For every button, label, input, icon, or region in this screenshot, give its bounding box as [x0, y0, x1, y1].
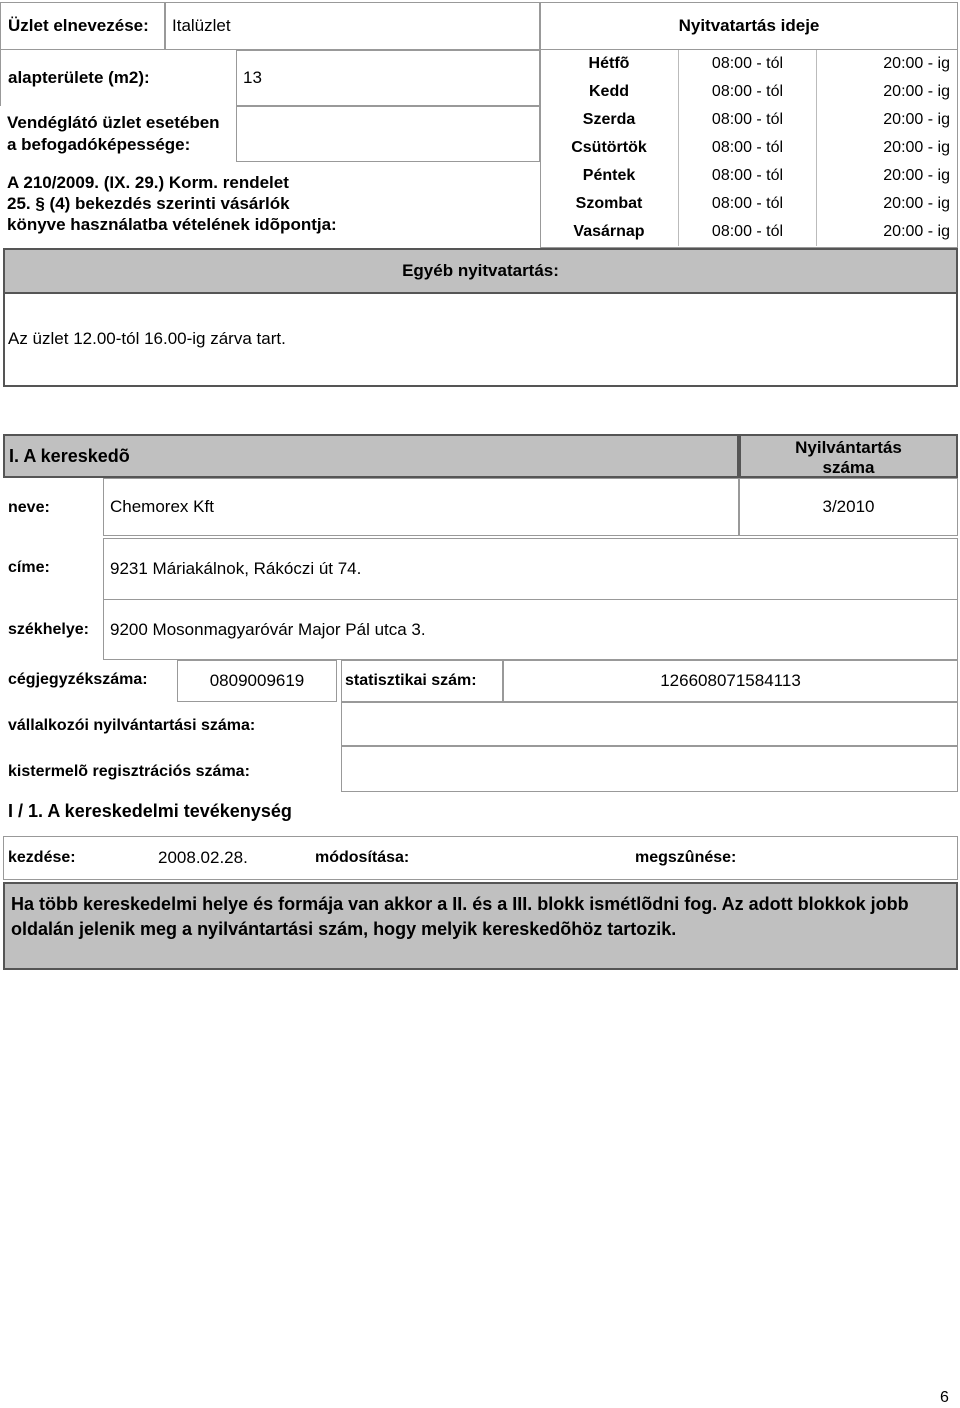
trader-seat-value: 9200 Mosonmagyaróvár Major Pál utca 3. — [103, 600, 958, 660]
activity-row — [3, 836, 958, 880]
trader-name-label: neve: — [8, 499, 50, 516]
registry-number-title-line1: Nyilvántartás — [795, 438, 902, 457]
opening-hours-day: Csütörtök — [571, 139, 647, 156]
opening-hours-to: 20:00 - ig — [816, 50, 958, 78]
shop-name-value: Italüzlet — [165, 2, 540, 50]
opening-hours-day: Hétfõ — [588, 55, 630, 72]
smallproducer-reg-value — [341, 746, 958, 792]
opening-hours-day: Vasárnap — [573, 223, 645, 240]
opening-hours-to: 20:00 - ig — [816, 134, 958, 162]
trader-section-title: I. A kereskedõ — [9, 446, 130, 466]
registry-number-header — [739, 434, 958, 478]
page-number: 6 — [940, 1389, 949, 1406]
activity-modified-label: módosítása: — [315, 849, 410, 866]
opening-hours-to: 20:00 - ig — [816, 106, 958, 134]
trader-section-header — [3, 434, 739, 478]
capacity-value — [236, 106, 540, 162]
stat-number-value: 126608071584113 — [503, 660, 958, 702]
capacity-label — [0, 106, 236, 162]
complaint-book-label-line2: 25. § (4) bekezdés szerinti vásárlók — [7, 194, 290, 213]
registry-number-value: 3/2010 — [739, 478, 958, 536]
entrepreneur-reg-value — [341, 702, 958, 746]
other-hours-title: Egyéb nyitvatartás: — [402, 261, 559, 280]
opening-hours-to: 20:00 - ig — [816, 218, 958, 246]
activity-start-label: kezdése: — [8, 849, 76, 866]
other-hours-text: Az üzlet 12.00-tól 16.00-ig zárva tart. — [8, 329, 286, 348]
trader-seat-label: székhelye: — [8, 621, 89, 638]
company-reg-label: cégjegyzékszáma: — [8, 671, 148, 688]
activity-start-value: 2008.02.28. — [158, 848, 248, 867]
opening-hours-to: 20:00 - ig — [816, 78, 958, 106]
activity-end-label: megszûnése: — [635, 849, 737, 866]
opening-hours-from: 08:00 - tól — [678, 162, 816, 190]
area-value: 13 — [236, 50, 540, 106]
trader-address-label: címe: — [8, 559, 50, 576]
complaint-book-label-line3: könyve használatba vételének idõpontja: — [7, 215, 337, 234]
trader-address-value: 9231 Máriakálnok, Rákóczi út 74. — [103, 538, 958, 600]
opening-hours-day: Szerda — [582, 111, 636, 128]
opening-hours-day: Kedd — [589, 83, 629, 100]
smallproducer-reg-label: kistermelõ regisztrációs száma: — [8, 763, 250, 780]
activity-section-title: I / 1. A kereskedelmi tevékenység — [8, 801, 292, 821]
opening-hours-from: 08:00 - tól — [678, 106, 816, 134]
opening-hours-from: 08:00 - tól — [678, 218, 816, 246]
company-reg-value: 0809009619 — [177, 660, 337, 702]
opening-hours-day: Péntek — [582, 167, 636, 184]
opening-hours-title: Nyitvatartás ideje — [540, 2, 958, 50]
opening-hours-from: 08:00 - tól — [678, 78, 816, 106]
capacity-label-line2: a befogadóképessége: — [7, 135, 191, 154]
opening-hours-day: Szombat — [575, 195, 643, 212]
repeat-blocks-note: Ha több kereskedelmi helye és formája van akkor a II. és a III. blokk ismétlõdni fog. Az adott blokkok jobb oldalán jelenik meg a nyilvántartási szám, hogy melyik kereskedõhöz tartozik. — [3, 882, 958, 970]
opening-hours-to: 20:00 - ig — [816, 162, 958, 190]
entrepreneur-reg-label: vállalkozói nyilvántartási száma: — [8, 717, 256, 734]
shop-name-label: Üzlet elnevezése: — [0, 2, 165, 50]
opening-hours-from: 08:00 - tól — [678, 50, 816, 78]
complaint-book-label — [0, 172, 350, 235]
area-label: alapterülete (m2): — [0, 50, 236, 106]
other-hours-header — [3, 248, 958, 294]
registry-number-title-line2: száma — [822, 458, 875, 477]
trader-name-value: Chemorex Kft — [103, 478, 739, 536]
stat-number-label: statisztikai szám: — [341, 660, 503, 702]
opening-hours-from: 08:00 - tól — [678, 190, 816, 218]
opening-hours-to: 20:00 - ig — [816, 190, 958, 218]
complaint-book-label-line1: A 210/2009. (IX. 29.) Korm. rendelet — [7, 173, 289, 192]
capacity-label-line1: Vendéglátó üzlet esetében — [7, 113, 220, 132]
opening-hours-from: 08:00 - tól — [678, 134, 816, 162]
